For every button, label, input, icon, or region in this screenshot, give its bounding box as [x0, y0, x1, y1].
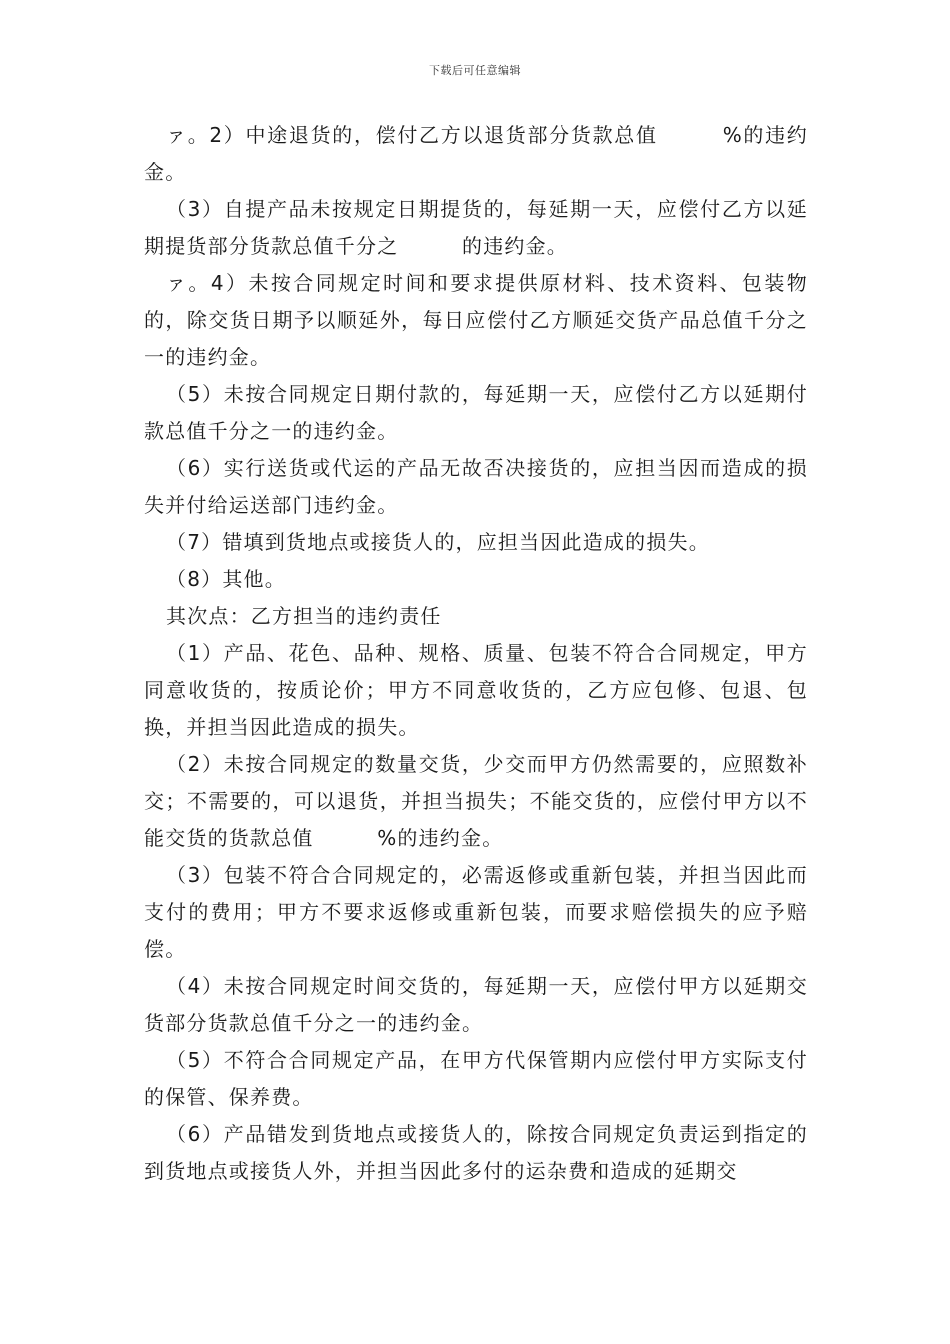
- paragraph-6: （7）错填到货地点或接货人的，应担当因此造成的损失。: [166, 530, 710, 554]
- section-heading: 其次点：乙方担当的违约责任: [166, 604, 442, 628]
- paragraph-1: ァ。2）中途退货的，偿付乙方以退货部分货款总值 %的违约金。: [144, 123, 808, 184]
- paragraph-12: （5）不符合合同规定产品，在甲方代保管期内应偿付甲方实际支付的保管、保养费。: [144, 1048, 808, 1109]
- paragraph-9: （2）未按合同规定的数量交货，少交而甲方仍然需要的，应照数补交；不需要的，可以退货，并担当损失；不能交货的，应偿付甲方以不能交货的货款总值 %的违约金。: [144, 752, 808, 850]
- paragraph-4: （5）未按合同规定日期付款的，每延期一天，应偿付乙方以延期付款总值千分之一的违约金。: [144, 382, 808, 443]
- paragraph-7: （8）其他。: [166, 567, 286, 591]
- paragraph-11: （4）未按合同规定时间交货的，每延期一天，应偿付甲方以延期交货部分货款总值千分之一的违约金。: [144, 974, 808, 1035]
- paragraph-5: （6）实行送货或代运的产品无故否决接货的，应担当因而造成的损失并付给运送部门违约金。: [144, 456, 808, 517]
- paragraph-3: ァ。4）未按合同规定时间和要求提供原材料、技术资料、包装物的，除交货日期予以顺延外，每日应偿付乙方顺延交货产品总值千分之一的违约金。: [144, 271, 808, 369]
- paragraph-13: （6）产品错发到货地点或接货人的，除按合同规定负责运到指定的到货地点或接货人外，并担当因此多付的运杂费和造成的延期交: [144, 1122, 808, 1183]
- page-header: 下载后可任意编辑: [429, 64, 521, 77]
- paragraph-10: （3）包装不符合合同规定的，必需返修或重新包装，并担当因此而支付的费用；甲方不要求返修或重新包装，而要求赔偿损失的应予赔偿。: [144, 863, 808, 961]
- document-body: [144, 117, 808, 1190]
- paragraph-8: （1）产品、花色、品种、规格、质量、包装不符合合同规定，甲方同意收货的，按质论价；甲方不同意收货的，乙方应包修、包退、包换，并担当因此造成的损失。: [144, 641, 808, 739]
- paragraph-2: （3）自提产品未按规定日期提货的，每延期一天，应偿付乙方以延期提货部分货款总值千分之 的违约金。: [144, 197, 808, 258]
